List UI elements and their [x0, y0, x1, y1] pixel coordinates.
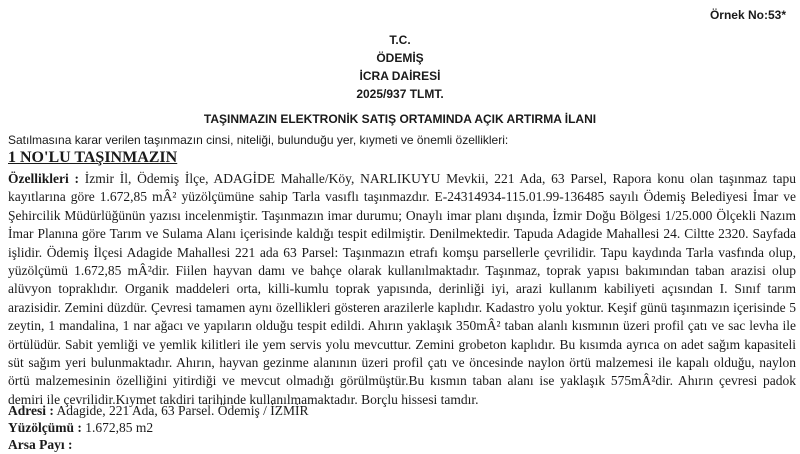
area-label: Yüzölçümü :	[8, 420, 82, 435]
address-label: Adresi :	[8, 403, 54, 418]
section-title: 1 NO'LU TAŞINMAZIN	[8, 149, 178, 166]
header-tc: T.C.	[389, 33, 411, 47]
features-text: İzmir İl, Ödemiş İlçe, ADAGİDE Mahalle/Köy, NARLIKUYU Mevkii, 221 Ada, 63 Parsel, Rapora konu olan taşınmaz tapu kayıtlarına göre 1.672,85 mÂ² yüzölçümüne sahip Tarla vasıflı taşınmazdır. E-24314934-115.01.99-136485 sayılı Ödemiş Belediyesi İmar ve Şehircilik Müdürlüğünün yazısı incelenmiştir. Taşınmazın imar durumu; Onaylı imar planı dışında, İzmir Doğu Bölgesi 1/25.000 Ölçekli Nazım İmar Planına göre Tarım ve Sulama Alanı içerisinde kaldığı tespit edilmiştir. Denilmektedir. Tapuda Adagide Mahallesi 24. Ciltte 2320. Sayfada işlidir. Ödemiş İlçesi Adagide Mahallesi 221 ada 63 Parsel: Taşınmazın etrafı komşu parsellerle çevrilidir. Tapu kaydında Tarla vasfında olup, yüzölçümü 1.672,85 mÂ²dir. Fiilen hayvan damı ve bahçe olarak kullanılmaktadır. Taşınmaz, toprak yapısı bakımından taban arazisi olup alüvyon topraklıdır. Organik maddeleri orta, killi-kumlu toprak yapısında, derinliği iyi, arazi kullanım kabiliyeti açısından I. Sınıf tarım arazisidir. Zemini düzdür. Çevresi tamamen aynı özellikleri gösteren arazilerle kaplıdır. Kadastro yolu yoktur. Keşif günü taşınmazın içerisinde 5 zeytin, 1 mandalina, 1 nar ağacı ve yapıların olduğu tespit edildi. Ahırın yaklaşık 350mÂ² taban alanlı kısmının üzeri profil çatı ve sac levha ile örtülüdür. Sabit yemliği ve yemlik kilitleri ile yem servis yolu mevcuttur. Zemini grobeton kaplıdır. Bu kısımda ayrıca on adet sağım kapasiteli süt sağım yeri bulunmaktadır. Ahırın, hayvan gezinme alanının üzeri profil çatı ve öncesinde naylon örtü malzemesi ile kapalı olduğu, naylon örtü malzemesinin özelliğini yitirdiği ve mevcut olmadığı görülmüştür.Bu kısmın taban alanı ise yaklaşık 575mÂ²dir. Ahırın çevresi padok demiri ile çevrilidir.Kıymet takdiri tarihinde kullanılmamaktadır. Borçlu hissesi tamdır.	[8, 171, 796, 407]
area-row	[8, 419, 153, 437]
notice-title: TAŞINMAZIN ELEKTRONİK SATIŞ ORTAMINDA AÇIK ARTIRMA İLANI	[203, 112, 597, 126]
address-value: Adagide, 221 Ada, 63 Parsel. Ödemiş / İZMİR	[53, 403, 309, 418]
share-row	[8, 436, 73, 454]
address-row	[8, 402, 308, 420]
header-file-number: 2025/937 TLMT.	[356, 87, 444, 101]
share-label: Arsa Payı :	[8, 437, 73, 452]
features-paragraph	[8, 170, 796, 409]
intro-text: Satılmasına karar verilen taşınmazın cinsi, niteliği, bulunduğu yer, kıymeti ve önemli özellikleri:	[8, 133, 509, 147]
features-label: Özellikleri :	[8, 171, 79, 186]
header-office: İCRA DAİRESİ	[359, 69, 441, 83]
sample-number: Örnek No:53*	[709, 8, 786, 22]
area-value: 1.672,85 m2	[81, 420, 154, 435]
header-district: ÖDEMİŞ	[376, 51, 424, 65]
